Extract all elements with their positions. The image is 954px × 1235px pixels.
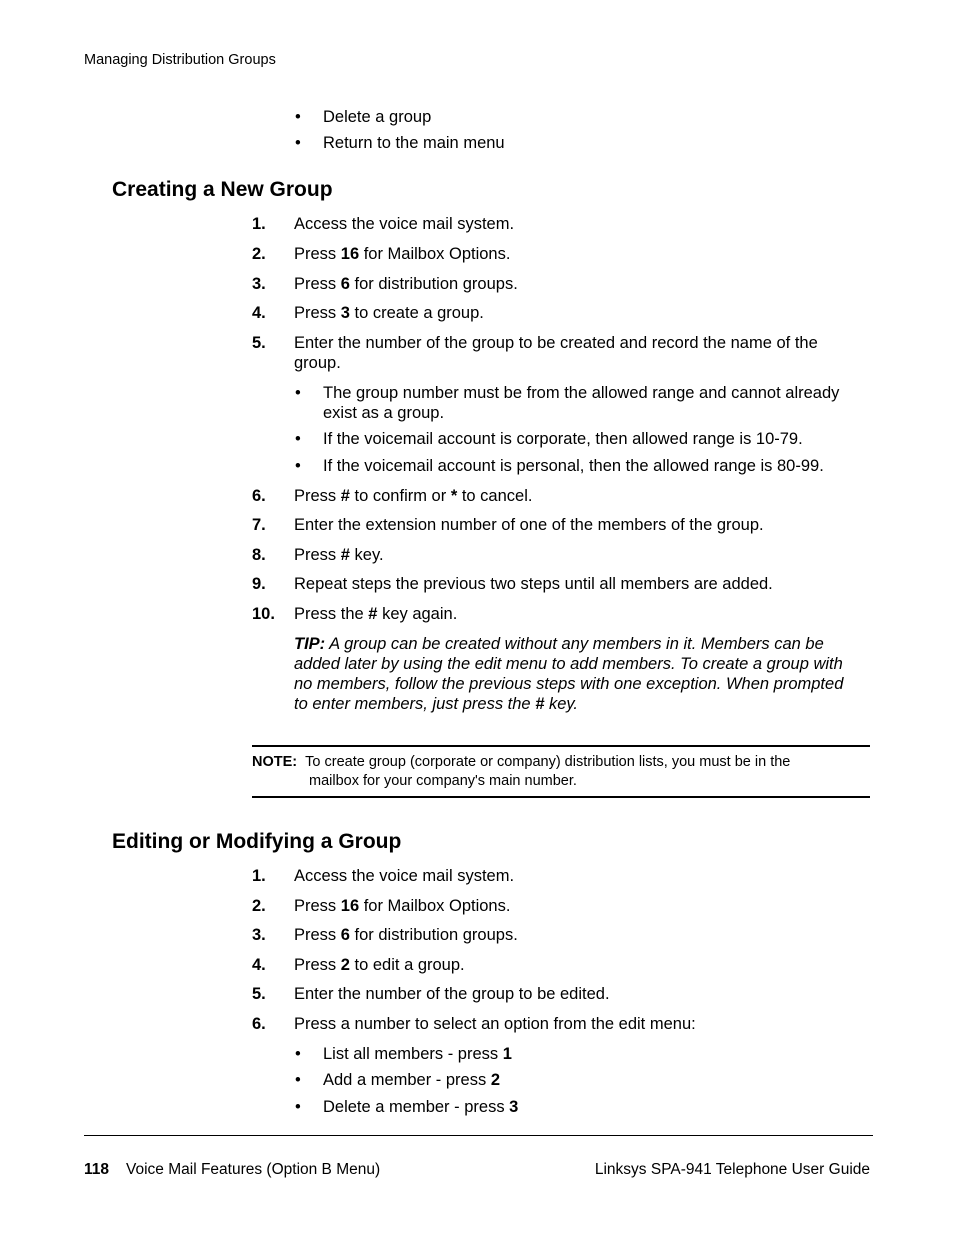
key-label: 6 bbox=[340, 275, 350, 293]
step-number: 1. bbox=[252, 215, 266, 233]
step-number: 2. bbox=[252, 897, 266, 915]
step-number: 4. bbox=[252, 304, 266, 322]
step-text-part: key. bbox=[349, 546, 384, 564]
step-text bbox=[294, 244, 510, 264]
list-item-text: List all members - press bbox=[323, 1045, 503, 1063]
bullet-dot: • bbox=[295, 430, 301, 448]
step-text: Enter the number of the group to be created and record the name of the bbox=[294, 334, 818, 352]
key-label: 2 bbox=[490, 1071, 500, 1089]
key-label: 3 bbox=[340, 304, 350, 322]
step-text-part: Press bbox=[294, 304, 341, 322]
key-label: 1 bbox=[502, 1045, 512, 1063]
step-text bbox=[294, 604, 457, 624]
step-number: 7. bbox=[252, 516, 266, 534]
key-label: 2 bbox=[340, 956, 350, 974]
step-number: 6. bbox=[252, 1015, 266, 1033]
step-text-part: Press bbox=[294, 897, 341, 915]
step-text bbox=[294, 486, 532, 506]
note-bottom-rule bbox=[252, 796, 870, 798]
bullet-dot: • bbox=[295, 1098, 301, 1116]
tip-line bbox=[294, 634, 870, 654]
key-label: 6 bbox=[340, 926, 350, 944]
step-number: 6. bbox=[252, 487, 266, 505]
step-number: 10. bbox=[252, 605, 275, 623]
page-number: 118 bbox=[84, 1161, 110, 1178]
key-label: 16 bbox=[340, 897, 360, 915]
list-item bbox=[323, 1097, 518, 1117]
tip-label: TIP: bbox=[294, 635, 326, 653]
step-text bbox=[294, 896, 510, 916]
step-text-part: to confirm or bbox=[349, 487, 451, 505]
step-text-part: for distribution groups. bbox=[349, 275, 518, 293]
step-number: 2. bbox=[252, 245, 266, 263]
key-label: # bbox=[340, 546, 350, 564]
step-number: 3. bbox=[252, 926, 266, 944]
step-text bbox=[294, 303, 484, 323]
tip-line bbox=[294, 694, 870, 714]
step-text-part: Press the bbox=[294, 605, 369, 623]
tip-text: to enter members, just press the bbox=[294, 695, 536, 713]
step-text bbox=[294, 545, 384, 565]
bullet-dot: • bbox=[295, 457, 301, 475]
bullet-dot: • bbox=[295, 1071, 301, 1089]
footer-rule bbox=[84, 1135, 873, 1136]
list-item: exist as a group. bbox=[323, 404, 445, 422]
section-heading: Creating a New Group bbox=[112, 178, 333, 201]
note-top-rule bbox=[252, 745, 870, 747]
list-item bbox=[323, 1070, 500, 1090]
step-number: 8. bbox=[252, 546, 266, 564]
step-number: 5. bbox=[252, 985, 266, 1003]
footer-guide-title: Linksys SPA-941 Telephone User Guide bbox=[594, 1161, 870, 1178]
list-item-text: Add a member - press bbox=[323, 1071, 491, 1089]
step-number: 3. bbox=[252, 275, 266, 293]
step-text-part: for distribution groups. bbox=[349, 926, 518, 944]
step-text-part: Press bbox=[294, 245, 341, 263]
footer-chapter: Voice Mail Features (Option B Menu) bbox=[126, 1161, 381, 1178]
bullet-dot: • bbox=[295, 134, 301, 152]
tip-text: A group can be created without any members in it. Members can be bbox=[325, 635, 824, 653]
step-number: 9. bbox=[252, 575, 266, 593]
section-heading: Editing or Modifying a Group bbox=[112, 830, 402, 853]
step-text: Access the voice mail system. bbox=[294, 215, 515, 233]
running-head: Managing Distribution Groups bbox=[84, 52, 276, 68]
step-text-part: key again. bbox=[377, 605, 458, 623]
list-item: If the voicemail account is corporate, then allowed range is 10-79. bbox=[323, 430, 803, 448]
list-item-text: Delete a member - press bbox=[323, 1098, 510, 1116]
step-text-part: Press bbox=[294, 275, 341, 293]
step-text-part: to cancel. bbox=[457, 487, 533, 505]
step-number: 4. bbox=[252, 956, 266, 974]
step-number: 1. bbox=[252, 867, 266, 885]
note-label: NOTE: bbox=[252, 754, 298, 770]
tip-line: added later by using the edit menu to add members. To create a group with bbox=[294, 655, 843, 673]
key-label: # bbox=[340, 487, 350, 505]
list-item bbox=[323, 1044, 512, 1064]
step-text-part: Press bbox=[294, 487, 341, 505]
list-item: Return to the main menu bbox=[323, 134, 505, 152]
step-text: Enter the extension number of one of the members of the group. bbox=[294, 516, 764, 534]
step-text bbox=[294, 925, 518, 945]
list-item: If the voicemail account is personal, then the allowed range is 80-99. bbox=[323, 457, 824, 475]
bullet-dot: • bbox=[295, 108, 301, 126]
tip-line: no members, follow the previous steps with one exception. When prompted bbox=[294, 675, 844, 693]
list-item: The group number must be from the allowed range and cannot already bbox=[323, 384, 840, 402]
tip-box bbox=[294, 634, 870, 714]
key-label: # bbox=[535, 695, 545, 713]
step-text-part: to create a group. bbox=[349, 304, 484, 322]
step-text-part: to edit a group. bbox=[349, 956, 465, 974]
step-text-part: Press bbox=[294, 926, 341, 944]
bullet-dot: • bbox=[295, 1045, 301, 1063]
step-text bbox=[294, 955, 465, 975]
key-label: 3 bbox=[509, 1098, 519, 1116]
step-text: Access the voice mail system. bbox=[294, 867, 515, 885]
step-text-part: Press bbox=[294, 956, 341, 974]
step-text: Enter the number of the group to be edited. bbox=[294, 985, 610, 1003]
step-text: Press a number to select an option from the edit menu: bbox=[294, 1015, 696, 1033]
step-text-part: for Mailbox Options. bbox=[359, 245, 511, 263]
step-text bbox=[294, 274, 518, 294]
tip-text: key. bbox=[544, 695, 578, 713]
note-text: To create group (corporate or company) distribution lists, you must be in the bbox=[305, 754, 791, 770]
list-item: Delete a group bbox=[323, 108, 432, 126]
step-text: Repeat steps the previous two steps until all members are added. bbox=[294, 575, 773, 593]
step-text-part: for Mailbox Options. bbox=[359, 897, 511, 915]
step-number: 5. bbox=[252, 334, 266, 352]
bullet-dot: • bbox=[295, 384, 301, 402]
key-label: # bbox=[368, 605, 378, 623]
key-label: 16 bbox=[340, 245, 360, 263]
note-text: mailbox for your company's main number. bbox=[309, 773, 577, 789]
note-box bbox=[252, 752, 870, 772]
step-text: group. bbox=[294, 354, 341, 372]
step-text-part: Press bbox=[294, 546, 341, 564]
key-label: * bbox=[450, 487, 458, 505]
